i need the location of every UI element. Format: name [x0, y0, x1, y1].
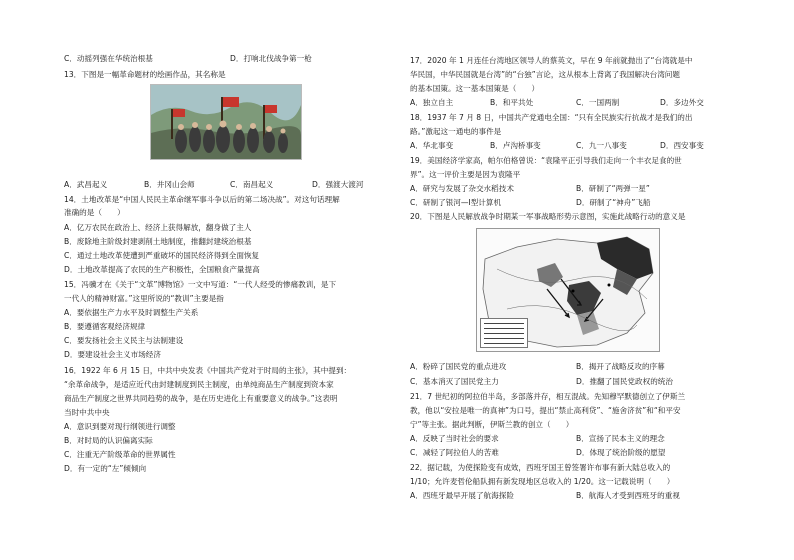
map-legend: [480, 318, 528, 348]
q22-stem-line1: 22．据记载，为使探险变有成效，西班牙国王曾签署许布事有新大陆总收入的: [410, 463, 671, 472]
q17-stem-line1: 17．2020 年 1 月连任台湾地区领导人的蔡英文，早在 9 年前就抛出了“台湾就是中: [410, 56, 693, 65]
q13-option-d[interactable]: D．强渡大渡河: [312, 180, 364, 189]
q16-option-a[interactable]: A．意识到要对现行纲领进行调整: [64, 422, 176, 431]
strategic-situation-map: [476, 228, 660, 352]
q16-option-b[interactable]: B．对时局的认识偏离实际: [64, 436, 153, 445]
legend-line-4: [484, 338, 524, 339]
q16-option-c[interactable]: C．注重无产阶级革命的世界属性: [64, 450, 176, 459]
q12-option-d[interactable]: D．打响北伐战争第一枪: [230, 54, 312, 63]
q15-option-b[interactable]: B．要遵循客观经济规律: [64, 322, 146, 331]
q14-stem-line1: 14．土地改革是“中国人民民主革命继军事斗争以后的第二场决战”。对这句话理解: [64, 195, 340, 204]
q15-stem-line2: 一代人的精神财富。”这里所说的“教训”主要是指: [64, 294, 224, 303]
q18-option-d[interactable]: D．西安事变: [660, 141, 704, 150]
q20-option-d[interactable]: D．推翻了国民党政权的统治: [576, 377, 673, 386]
q19-option-b[interactable]: B．研制了“两弹一星”: [576, 184, 650, 193]
q17-option-c[interactable]: C．一国两制: [576, 98, 620, 107]
q14-option-c[interactable]: C．通过土地改革使遭到严重破坏的国民经济得到全面恢复: [64, 251, 260, 260]
q12-option-c[interactable]: C．动摇列强在华统治根基: [64, 54, 153, 63]
q21-stem-line2: 教，他以“安拉是唯一的真神”为口号，提出“禁止高利贷”、“施舍济贫”和“和平安: [410, 406, 681, 415]
q17-option-d[interactable]: D．多边外交: [660, 98, 704, 107]
q20-option-b[interactable]: B．揭开了战略反攻的序幕: [576, 362, 665, 371]
q21-stem-line3: 宁”等主张。据此判断，伊斯兰教的创立（ ）: [410, 420, 574, 429]
q19-option-d[interactable]: D．研制了“神舟”飞船: [576, 198, 651, 207]
q18-stem-line2: 路。”激起这一通电的事件是: [410, 127, 502, 136]
legend-line-1: [484, 323, 524, 324]
revolution-painting: [150, 84, 302, 160]
legend-line-3: [484, 333, 524, 334]
painting-image: [151, 85, 301, 159]
q17-stem-line2: 华民国，中华民国就是台湾”的“台独”言论，这从根本上背离了我国解决台湾问题: [410, 70, 680, 79]
q20-option-c[interactable]: C．基本消灭了国民党主力: [410, 377, 499, 386]
q19-stem-line1: 19．美国经济学家高，帕尔伯格曾说：“袁隆平正引导我们走向一个丰衣足食的世: [410, 156, 682, 165]
q15-option-d[interactable]: D．要建设社会主义市场经济: [64, 350, 161, 359]
q16-option-d[interactable]: D．有一定的“左”倾倾向: [64, 464, 147, 473]
q14-option-d[interactable]: D．土地改革提高了农民的生产积极性，全国粮食产量提高: [64, 265, 260, 274]
q13-option-c[interactable]: C．南昌起义: [230, 180, 274, 189]
q22-option-a[interactable]: A．西班牙最早开展了航海探险: [410, 491, 514, 500]
q15-stem-line1: 15．冯骥才在《关于“文革”博物馆》一文中写道：“一代人经受的惨痛教训，是下: [64, 280, 337, 289]
q17-option-b[interactable]: B．和平共处: [490, 98, 534, 107]
q19-stem-line2: 界”。这一评价主要是因为袁隆平: [410, 170, 521, 179]
q16-stem-line1: 16．1922 年 6 月 15 日，中共中央发表《中国共产党对于时局的主张》，其中提到：: [64, 366, 352, 375]
legend-line-5: [484, 343, 524, 344]
q13-option-b[interactable]: B．井冈山会师: [144, 180, 195, 189]
q21-option-c[interactable]: C．减轻了阿拉伯人的苦难: [410, 448, 499, 457]
q15-option-a[interactable]: A．要依据生产力水平及时调整生产关系: [64, 308, 199, 317]
q21-option-d[interactable]: D．体现了统治阶级的愿望: [576, 448, 666, 457]
q19-option-a[interactable]: A．研究与发展了杂交水稻技术: [410, 184, 514, 193]
q13-stem: 13．下图是一幅革命题材的绘画作品，其名称是: [64, 70, 226, 79]
q18-option-a[interactable]: A．华北事变: [410, 141, 454, 150]
q14-stem-line2: 准确的是（ ）: [64, 208, 125, 217]
q21-option-b[interactable]: B．宣扬了民本主义的理念: [576, 434, 665, 443]
q13-option-a[interactable]: A．武昌起义: [64, 180, 108, 189]
q18-stem-line1: 18．1937 年 7 月 8 日，中国共产党通电全国：“只有全民族实行抗战才是我们的出: [410, 113, 693, 122]
q16-stem-line3: 商品生产制度之世界共同趋势的战争，是在历史进化上有重要意义的战争。”这表明: [64, 394, 338, 403]
q21-option-a[interactable]: A．反映了当时社会的要求: [410, 434, 499, 443]
q19-option-c[interactable]: C．研制了银河—Ⅰ型计算机: [410, 198, 502, 207]
q17-option-a[interactable]: A．独立自主: [410, 98, 454, 107]
q14-option-a[interactable]: A．亿万农民在政治上、经济上获得解放，翻身做了主人: [64, 223, 252, 232]
legend-line-2: [484, 328, 524, 329]
q22-option-b[interactable]: B．航海人才受到西班牙的重视: [576, 491, 680, 500]
q16-stem-line2: “余革命战争，是适应近代由封建制度到民主制度，由单纯商品生产制度到资本家: [64, 380, 334, 389]
q14-option-b[interactable]: B．废除地主阶级封建剥削土地制度，推翻封建统治根基: [64, 237, 252, 246]
q20-stem: 20．下图是人民解放战争时期某一军事战略形势示意图，实施此战略行动的意义是: [410, 212, 686, 221]
q16-stem-line4: 当时中共中央: [64, 408, 110, 417]
q18-option-c[interactable]: C．九一八事变: [576, 141, 627, 150]
q15-option-c[interactable]: C．要发扬社会主义民主与法制建设: [64, 336, 184, 345]
q21-stem-line1: 21．7 世纪初的阿拉伯半岛，多部落并存，相互混战。先知穆罕默德创立了伊斯兰: [410, 392, 686, 401]
q20-option-a[interactable]: A．粉碎了国民党的重点进攻: [410, 362, 507, 371]
q17-stem-line3: 的基本国策。这一基本国策是（ ）: [410, 84, 540, 93]
q18-option-b[interactable]: B．卢沟桥事变: [490, 141, 541, 150]
q22-stem-line2: 1/10；允许麦哲伦船队拥有新发现地区总收入的 1/20。这一记载说明（ ）: [410, 477, 675, 486]
